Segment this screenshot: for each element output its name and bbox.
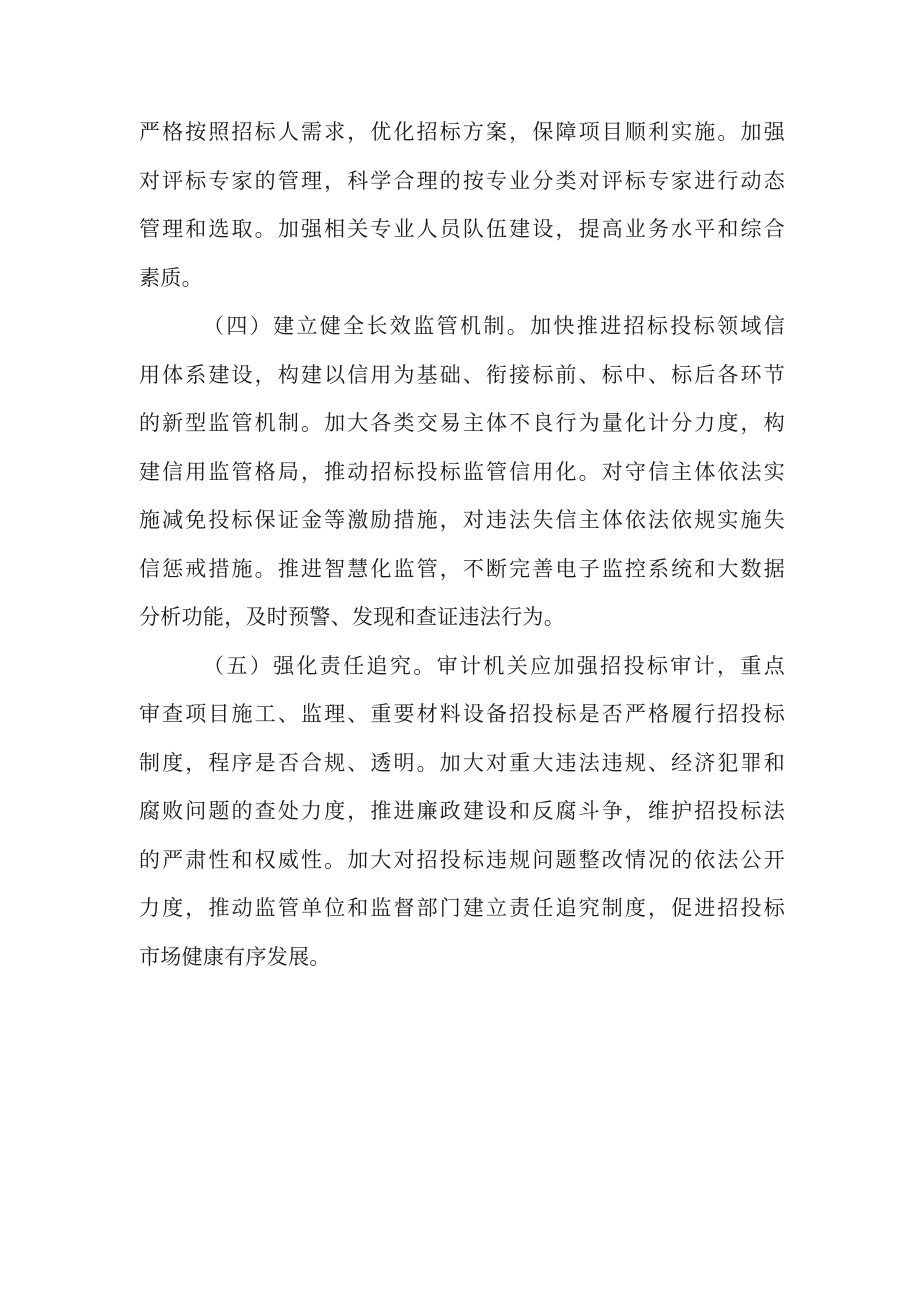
text-line: 对评标专家的管理，科学合理的按专业分类对评标专家进行动态: [139, 168, 785, 193]
document-body: [139, 108, 785, 981]
text-line: 素质。: [139, 265, 203, 290]
text-line: 力度，推动监管单位和监督部门建立责任追究制度，促进招投标: [139, 896, 785, 920]
text-line: 用体系建设，构建以信用为基础、衔接标前、标中、标后各环节: [139, 362, 785, 387]
text-line: 信惩戒措施。推进智慧化监管，不断完善电子监控系统和大数据: [139, 556, 785, 581]
text-line: 严格按照招标人需求，优化招标方案，保障项目顺利实施。加强: [139, 120, 785, 144]
text-line: 市场健康有序发展。: [139, 944, 331, 969]
section-heading-line: （四）建立健全长效监管机制。加快推进招标投标领域信: [203, 314, 785, 338]
text-line: 施减免投标保证金等激励措施，对违法失信主体依法依规实施失: [139, 508, 785, 532]
text-line: 制度，程序是否合规、透明。加大对重大违法违规、经济犯罪和: [139, 750, 785, 775]
text-line: 腐败问题的查处力度，推进廉政建设和反腐斗争，维护招投标法: [139, 799, 785, 823]
text-line: 审查项目施工、监理、重要材料设备招投标是否严格履行招投标: [139, 702, 785, 726]
text-line: 的严肃性和权威性。加大对招投标违规问题整改情况的依法公开: [139, 847, 785, 872]
section-heading-line: （五）强化责任追究。审计机关应加强招投标审计，重点: [203, 653, 785, 678]
text-line: 管理和选取。加强相关专业人员队伍建设，提高业务水平和综合: [139, 217, 785, 241]
text-line: 分析功能，及时预警、发现和查证违法行为。: [139, 605, 565, 629]
text-line: 的新型监管机制。加大各类交易主体不良行为量化计分力度，构: [139, 411, 785, 435]
text-line: 建信用监管格局，推动招标投标监管信用化。对守信主体依法实: [139, 459, 785, 484]
